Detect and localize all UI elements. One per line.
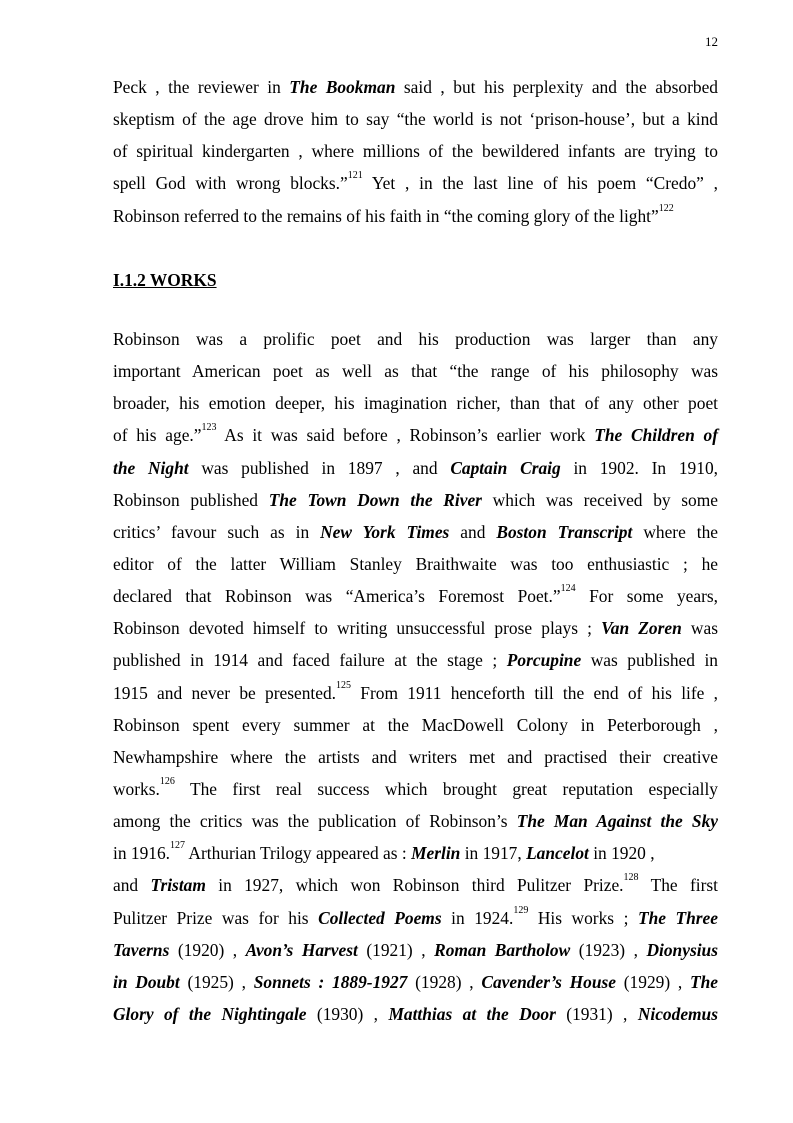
title-emphasis: Captain Craig [450,457,561,478]
text-line [113,934,718,966]
text-line [113,773,718,805]
text-run: in 1902. In 1910, [560,457,718,478]
title-emphasis: Boston Transcript [496,521,633,542]
text-run: (1930) , [306,1003,389,1024]
text-run: 1915 and never be presented. [113,682,337,703]
footnote-ref: 125 [336,679,352,691]
text-run: of his age.” [113,425,202,446]
text-run: where the [632,521,719,542]
text-run: in 1920 , [588,843,655,864]
title-emphasis: Sonnets : 1889-1927 [253,971,408,992]
title-emphasis: The [690,971,719,992]
text-run: Pulitzer Prize was for his [113,907,319,928]
text-run: (1923) , [570,939,647,960]
text-run: works. [113,778,160,799]
text-run: in 1927, which won Robinson third Pulitzer Prize. [205,875,624,896]
text-run: His works ; [528,907,638,928]
text-run: and [113,875,151,896]
text-line [113,484,718,516]
text-line [113,452,718,484]
text-run: spell God with wrong blocks.” [113,173,348,194]
text-run: The first real success which brought great reputation especially [174,778,718,799]
title-emphasis: The Town Down the River [268,489,482,510]
text-line [113,677,718,709]
text-line [113,805,718,837]
title-emphasis: Van Zoren [601,618,682,639]
title-emphasis: Taverns [113,939,170,960]
text-run: (1921) , [357,939,435,960]
title-emphasis: The Three [637,907,718,928]
text-run: in 1917, [460,843,527,864]
text-run: Robinson was a prolific poet and his production was larger than any [113,329,718,349]
text-line [113,998,718,1030]
text-run: (1928) , [407,971,482,992]
text-run: and [449,521,497,542]
text-run: said , but his perplexity and the absorbed [395,77,718,97]
title-emphasis: Merlin [411,843,461,864]
text-line [113,548,718,580]
text-run: published in 1914 and faced failure at the stage ; [113,650,507,671]
text-line [113,516,718,548]
title-emphasis: Porcupine [506,650,582,671]
text-run: broader, his emotion deeper, his imagination richer, than that of any other poet [113,393,718,414]
text-run: among the critics was the publication of Robinson’s [113,811,517,832]
text-run: Robinson referred to the remains of his faith in “the coming glory of the light” [113,205,659,226]
text-run: which was received by some [481,489,718,510]
text-run: was published in 1897 , and [188,457,451,478]
text-line [113,644,718,676]
page-number: 12 [705,34,718,49]
text-run: of spiritual kindergarten , where millions of the bewildered infants are trying to [113,141,718,162]
paragraph-intro [113,71,718,232]
title-emphasis: New York Times [320,521,450,542]
section-heading: I.1.2 WORKS [113,270,217,290]
title-emphasis: Matthias at the Door [388,1003,556,1024]
text-run: Yet , in the last line of his poem “Credo” , [362,173,718,194]
text-line [113,580,718,612]
text-line [113,741,718,773]
text-run: The first [638,875,718,896]
text-line [113,837,718,869]
text-run: in 1924. [441,907,514,928]
text-run: From 1911 henceforth till the end of his life , [351,682,718,703]
text-run: (1931) , [555,1003,638,1024]
title-emphasis: Cavender’s House [481,971,617,992]
text-line [113,167,718,199]
footnote-ref: 126 [159,775,175,787]
title-emphasis: Collected Poems [318,907,442,928]
text-line [113,135,718,167]
title-emphasis: Tristam [150,875,206,896]
text-run: skeptism of the age drove him to say “the world is not ‘prison-house’, but a kind [113,109,718,130]
text-run: editor of the latter William Stanley Braithwaite was too enthusiastic ; he [113,553,718,574]
text-run: was [681,618,718,639]
text-run: was published in [581,650,718,671]
text-run: Robinson devoted himself to writing unsuccessful prose plays ; [113,618,602,639]
text-line [113,419,718,451]
text-run: Peck , the reviewer in [113,77,290,97]
text-run: Robinson published [113,489,269,510]
title-emphasis: The Bookman [289,77,396,97]
paragraph-works [113,323,718,1030]
text-run: important American poet as well as that “the range of his philosophy was [113,361,718,382]
text-run: As it was said before , Robinson’s earlier work [216,425,595,446]
title-emphasis: Glory of the Nightingale [113,1003,307,1024]
text-line [113,902,718,934]
title-emphasis: Roman Bartholow [434,939,571,960]
footnote-ref: 127 [170,840,186,852]
title-emphasis: the Night [113,457,189,478]
text-run: declared that Robinson was “America’s Foremost Poet.” [113,586,561,607]
text-line [113,966,718,998]
text-line [113,323,718,355]
footnote-ref: 123 [201,422,217,434]
text-line [113,200,718,232]
text-run: (1925) , [179,971,254,992]
text-run: Robinson spent every summer at the MacDowell Colony in Peterborough , [113,714,718,735]
text-line [113,612,718,644]
footnote-ref: 129 [513,904,529,916]
text-line [113,709,718,741]
text-run: Arthurian Trilogy appeared as : [185,843,412,864]
text-run: (1920) , [169,939,246,960]
footnote-ref: 124 [560,583,576,595]
title-emphasis: in Doubt [113,971,180,992]
footnote-ref: 128 [623,872,639,884]
text-run: For some years, [575,586,718,607]
text-run: critics’ favour such as in [113,521,321,542]
text-line [113,71,718,103]
title-emphasis: Dionysius [646,939,718,960]
title-emphasis: The Man Against the Sky [516,811,718,832]
text-line [113,869,718,901]
title-emphasis: Lancelot [526,843,589,864]
text-run: Newhampshire where the artists and writers met and practised their creative [113,746,718,767]
title-emphasis: Nicodemus [637,1003,718,1024]
footnote-ref: 122 [658,202,674,214]
title-emphasis: Avon’s Harvest [245,939,358,960]
footnote-ref: 121 [347,170,363,182]
text-run: (1929) , [616,971,690,992]
text-run: in 1916. [113,843,171,864]
text-line [113,355,718,387]
title-emphasis: The Children of [594,425,718,446]
text-line [113,387,718,419]
text-line [113,103,718,135]
